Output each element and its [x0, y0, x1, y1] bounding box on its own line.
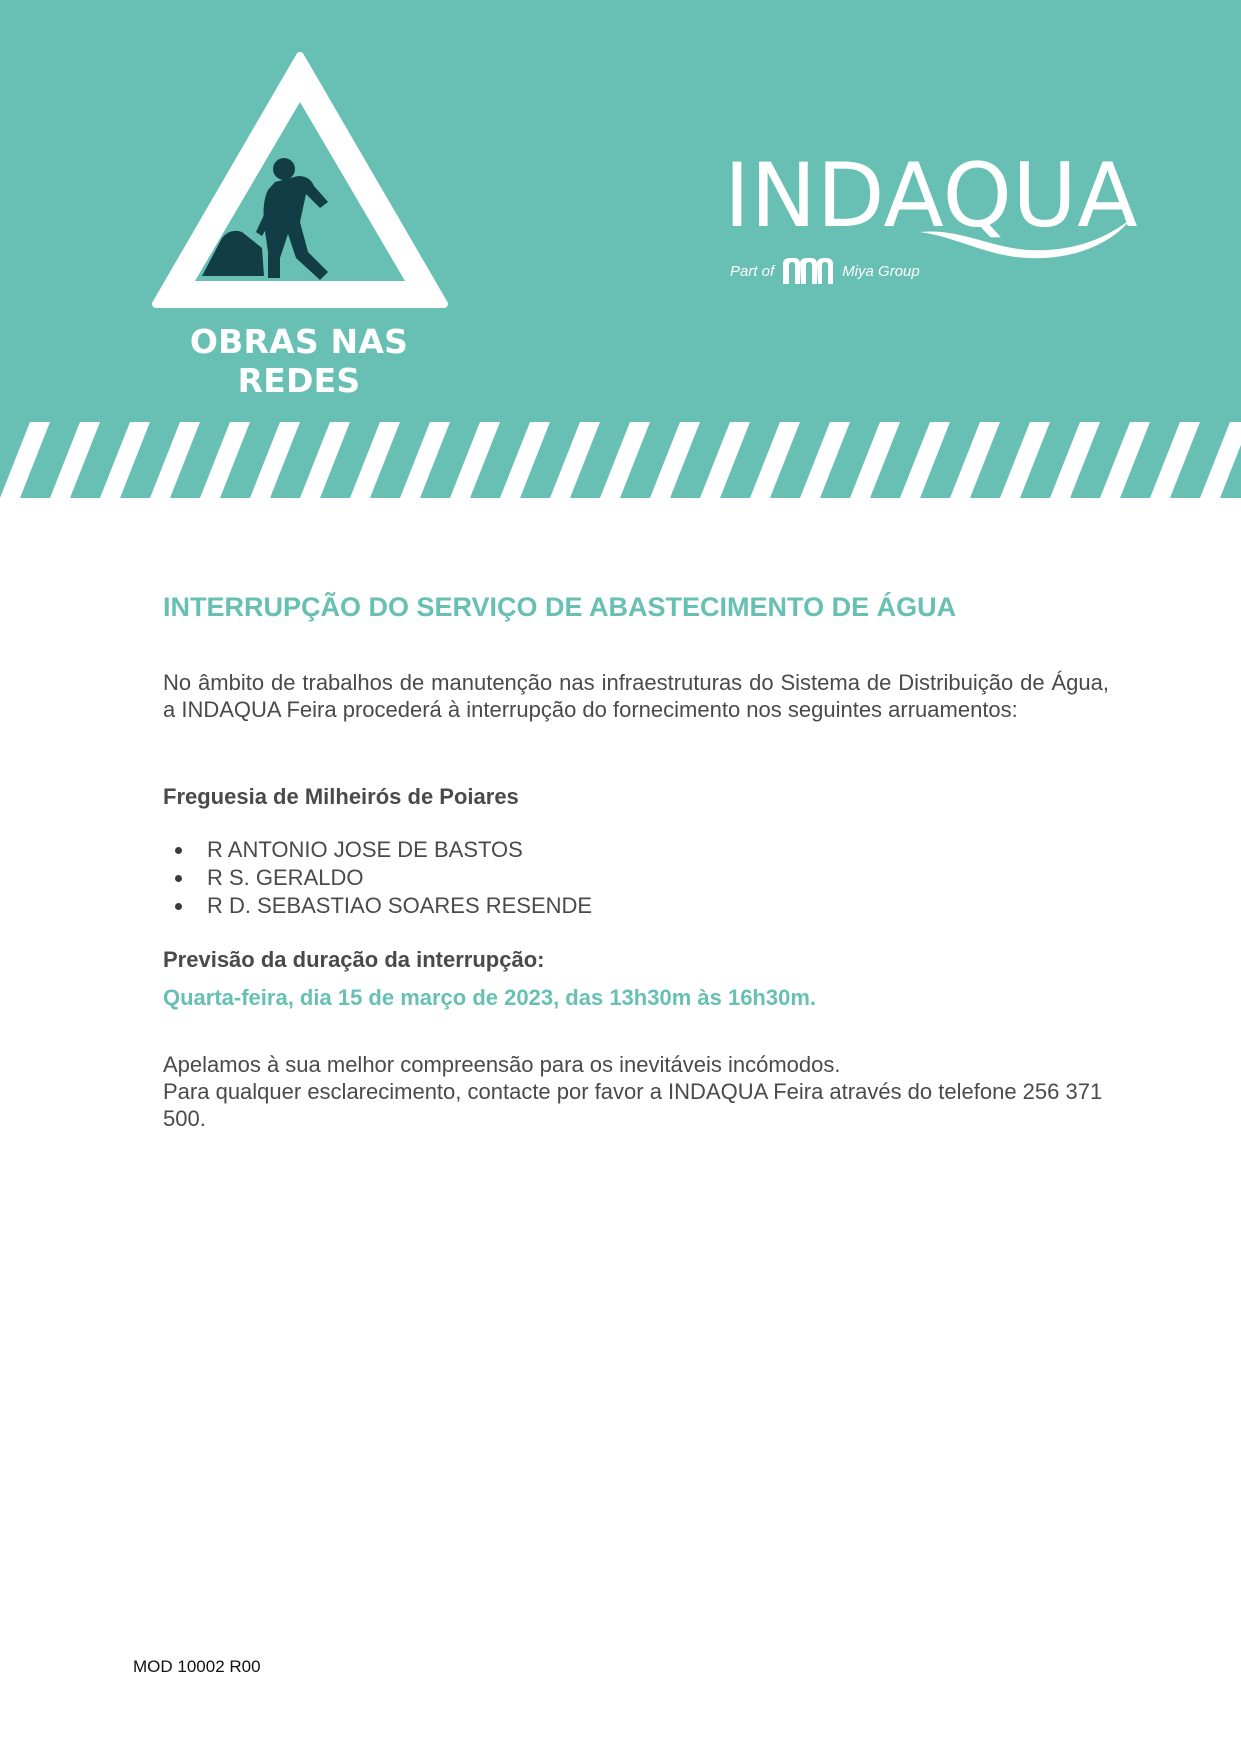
street-name: R ANTONIO JOSE DE BASTOS [207, 837, 523, 862]
street-name: R S. GERALDO [207, 865, 364, 890]
sign-caption: OBRAS NAS REDES [189, 322, 409, 400]
wave-icon [920, 210, 1135, 260]
hazard-stripes [0, 422, 1241, 498]
notice-title: INTERRUPÇÃO DO SERVIÇO DE ABASTECIMENTO DE ÁGUA [163, 592, 957, 622]
closing-line-2: Para qualquer esclarecimento, contacte por favor a INDAQUA Feira através do telefone 256 371 500. [163, 1079, 1103, 1131]
logo-tag-suffix: Miya Group [842, 262, 920, 280]
logo-tag-prefix: Part of [730, 262, 775, 280]
bullet-icon [175, 875, 182, 882]
street-list [163, 836, 1109, 920]
roadworks-sign-icon [150, 52, 450, 312]
forecast-label: Previsão da duração da interrupção: [163, 947, 545, 972]
logo-tagline [730, 256, 920, 286]
header-banner [0, 0, 1241, 422]
bullet-icon [175, 847, 182, 854]
closing-text [163, 1051, 1109, 1132]
company-logo [720, 144, 1140, 290]
list-item [207, 892, 1109, 920]
bullet-icon [175, 903, 182, 910]
document-code: MOD 10002 R00 [133, 1657, 261, 1676]
forecast-date: Quarta-feira, dia 15 de março de 2023, das 13h30m às 16h30m. [163, 985, 817, 1010]
parish-heading: Freguesia de Milheirós de Poiares [163, 784, 519, 809]
list-item [207, 836, 1109, 864]
notice-intro: No âmbito de trabalhos de manutenção nas infraestruturas do Sistema de Distribuição de Água, a INDAQUA Feira procederá à interrupção do fornecimento nos seguintes arruamentos: [163, 670, 1109, 722]
miya-m-icon [780, 256, 836, 286]
street-name: R D. SEBASTIAO SOARES RESENDE [207, 893, 593, 918]
notice-body [163, 590, 1109, 1132]
list-item [207, 864, 1109, 892]
logo-name: INDAQUA [724, 144, 1139, 247]
closing-line-1: Apelamos à sua melhor compreensão para os inevitáveis incómodos. [163, 1052, 841, 1077]
